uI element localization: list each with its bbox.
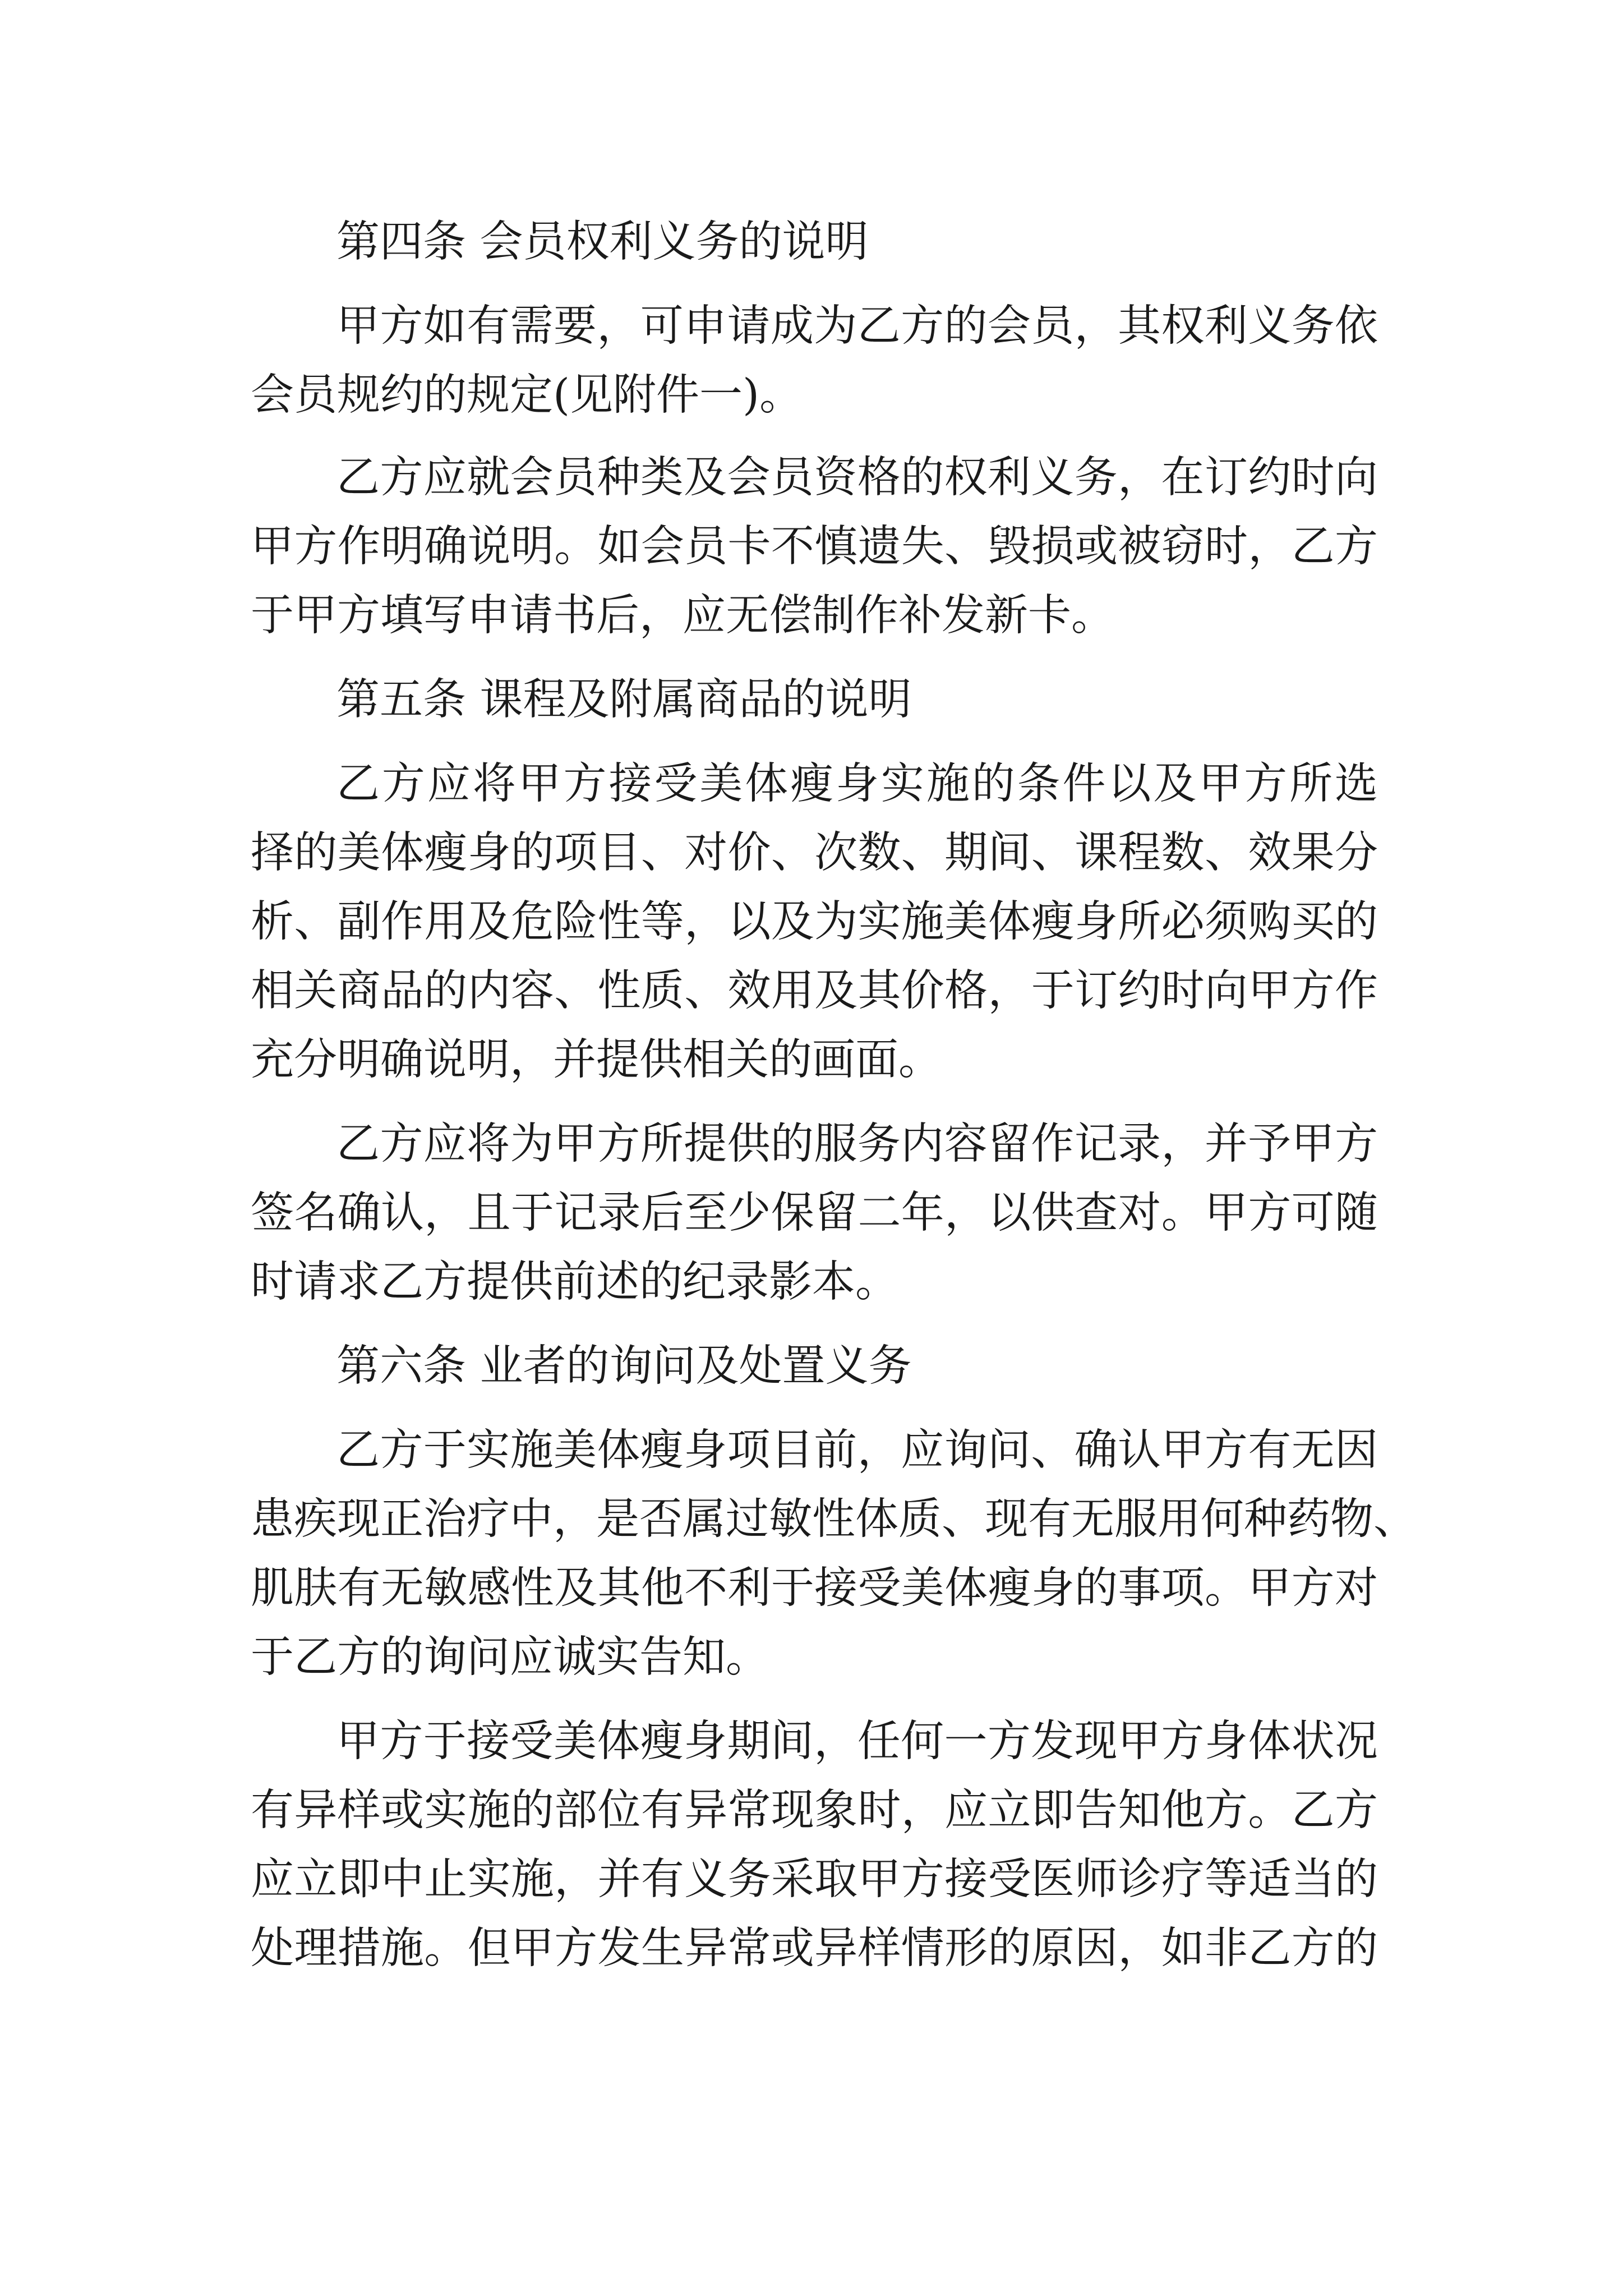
paragraph-line: 充分明确说明，并提供相关的画面。: [251, 1035, 942, 1085]
article-6-heading: 第六条 业者的询问及处置义务: [336, 1341, 912, 1391]
paragraph-line: 乙方应将为甲方所提供的服务内容留作记录，并予甲方: [336, 1119, 1378, 1169]
paragraph-line: 会员规约的规定(见附件一)。: [251, 370, 803, 420]
paragraph-line: 乙方应将甲方接受美体瘦身实施的条件以及甲方所选: [336, 759, 1378, 809]
paragraph-line: 时请求乙方提供前述的纪录影本。: [251, 1257, 898, 1307]
paragraph-line: 患疾现正治疗中，是否属过敏性体质、现有无服用何种药物、: [251, 1494, 1417, 1544]
paragraph-line: 处理措施。但甲方发生异常或异样情形的原因，如非乙方的: [251, 1924, 1378, 1973]
paragraph-line: 于乙方的询问应诚实告知。: [251, 1632, 769, 1682]
paragraph-line: 相关商品的内容、性质、效用及其价格，于订约时向甲方作: [251, 966, 1378, 1016]
paragraph-line: 甲方如有需要，可申请成为乙方的会员，其权利义务依: [336, 301, 1378, 351]
paragraph-line: 应立即中止实施，并有义务采取甲方接受医师诊疗等适当的: [251, 1855, 1378, 1904]
paragraph-line: 签名确认，且于记录后至少保留二年，以供查对。甲方可随: [251, 1188, 1378, 1238]
paragraph-line: 乙方应就会员种类及会员资格的权利义务，在订约时向: [336, 453, 1378, 503]
paragraph-line: 有异样或实施的部位有异常现象时，应立即告知他方。乙方: [251, 1786, 1378, 1835]
paragraph-line: 择的美体瘦身的项目、对价、次数、期间、课程数、效果分: [251, 828, 1378, 878]
paragraph-line: 甲方于接受美体瘦身期间，任何一方发现甲方身体状况: [336, 1717, 1378, 1766]
article-4-heading: 第四条 会员权利义务的说明: [336, 217, 869, 267]
paragraph-line: 于甲方填写申请书后，应无偿制作补发新卡。: [251, 591, 1114, 641]
paragraph-line: 甲方作明确说明。如会员卡不慎遗失、毁损或被窃时，乙方: [251, 522, 1378, 572]
paragraph-line: 乙方于实施美体瘦身项目前，应询问、确认甲方有无因: [336, 1425, 1378, 1475]
paragraph-line: 肌肤有无敏感性及其他不利于接受美体瘦身的事项。甲方对: [251, 1563, 1378, 1613]
article-5-heading: 第五条 课程及附属商品的说明: [336, 675, 912, 725]
paragraph-line: 析、副作用及危险性等，以及为实施美体瘦身所必须购买的: [251, 897, 1378, 947]
